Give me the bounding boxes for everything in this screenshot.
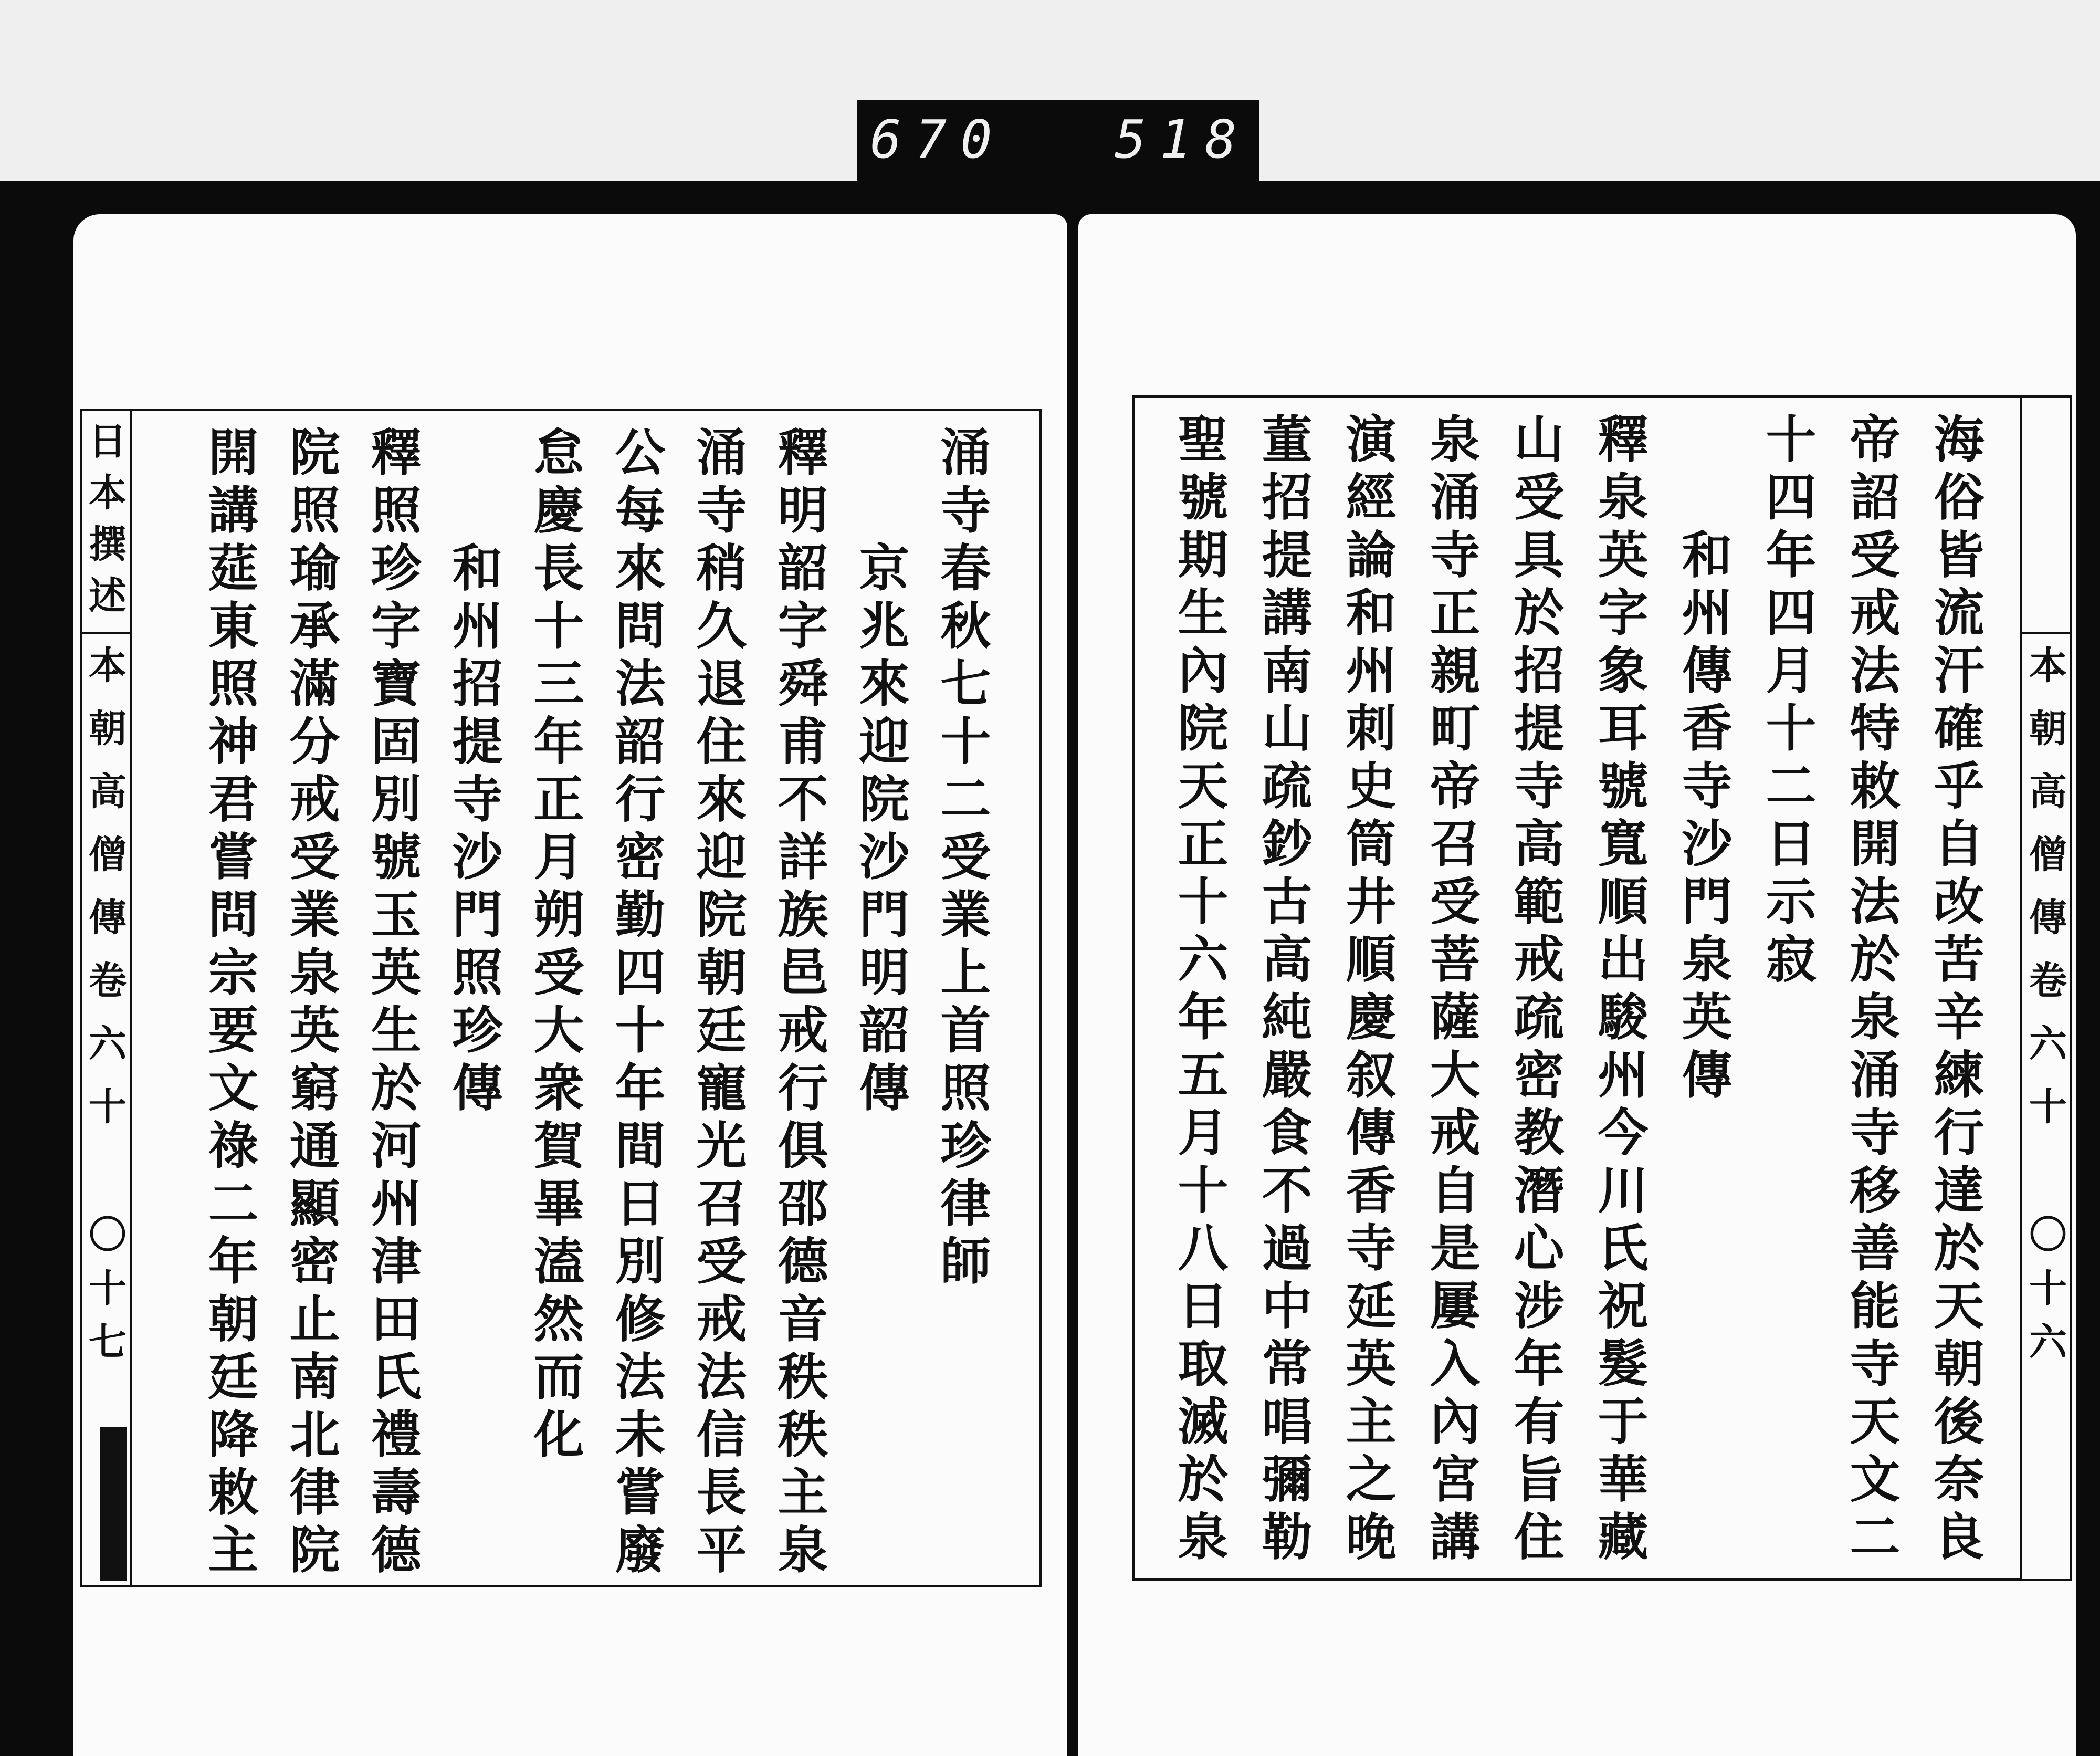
strip-divider	[2022, 632, 2070, 634]
ink-smudge	[100, 1427, 127, 1581]
text-column: 開講莚東照神君嘗問宗要文祿二年朝廷降敕主	[200, 426, 259, 1581]
text-column: 山受具於招提寺高範戒疏密教潛心涉年有旨住	[1506, 413, 1565, 1568]
right-margin-strip	[2022, 395, 2072, 1581]
text-column: 董招提講南山疏鈔古高純嚴食不過中常唱彌勒	[1254, 413, 1313, 1568]
scan-number-left: 670	[870, 109, 1006, 170]
left-text-frame	[130, 409, 1042, 1587]
text-column: 演經論和州刺史筒井順慶叙傳香寺延英主之晚	[1338, 413, 1397, 1568]
text-column: 院照瑜承滿分戒受業泉英窮通顯密止南北律院	[281, 426, 341, 1581]
section-heading: 和州招提寺沙門照珍傳	[444, 541, 503, 1119]
text-column: 釋照珍字寶固別號玉英生於河州津田氏禮壽德	[363, 426, 422, 1581]
scan-number-label	[857, 100, 1259, 181]
left-margin-strip	[80, 409, 130, 1587]
right-text-columns	[1157, 413, 1997, 1573]
text-column: 釋明韶字舜甫不詳族邑戒行俱邵德音秩秩主泉	[770, 426, 829, 1581]
right-page	[1078, 214, 2076, 1756]
text-column: 十四年四月十二日示寂	[1758, 413, 1817, 990]
text-column: 釋泉英字象耳號寬順出駿州今川氏祝髮于華藏	[1590, 413, 1649, 1568]
text-column: 泉涌寺正親町帝召受菩薩大戒自是屢入內宮講	[1422, 413, 1481, 1568]
strip-book-title: 本朝高僧傳卷六十	[82, 645, 127, 1149]
strip-collection: 日本撰述	[82, 421, 127, 627]
left-text-columns	[189, 426, 1003, 1581]
section-heading: 和州傳香寺沙門泉英傳	[1674, 528, 1733, 1106]
text-column: 涌寺春秋七十二受業上首照珍律師	[932, 426, 992, 1292]
strip-divider	[82, 632, 130, 634]
section-heading: 京兆來迎院沙門明韶傳	[851, 541, 910, 1119]
text-column: 公每來問法韶行密勤四十年間日別修法未嘗廢	[607, 426, 666, 1581]
strip-book-title: 本朝高僧傳卷六十	[2023, 645, 2067, 1149]
text-column: 海俗皆流汗確乎自改苦辛練行達於天朝後奈良	[1926, 413, 1985, 1568]
text-column: 聖號期生內院天正十六年五月十八日取滅於泉	[1170, 413, 1229, 1568]
right-text-frame	[1132, 395, 2022, 1581]
scan-number-right: 518	[1115, 109, 1251, 170]
text-column: 涌寺稍久退住來迎院朝廷寵光召受戒法信長平	[688, 426, 748, 1581]
strip-page-number: 〇十七	[82, 1215, 127, 1375]
text-column: 帝詔受戒法特敕開法於泉涌寺移善能寺天文二	[1842, 413, 1901, 1568]
strip-page-number: 〇十六	[2023, 1215, 2067, 1375]
text-column: 怠慶長十三年正月朔受大衆賀畢溘然而化	[526, 426, 585, 1466]
left-page	[74, 214, 1067, 1756]
